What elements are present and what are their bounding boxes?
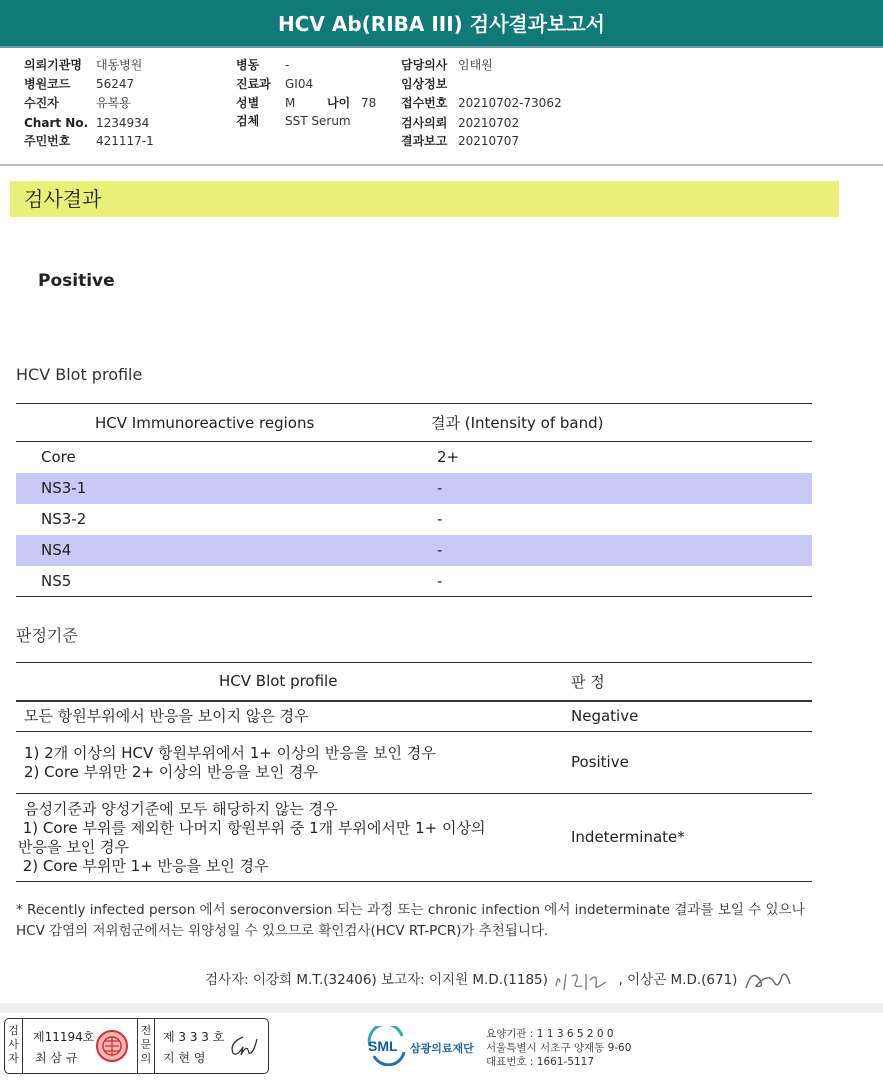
criteria-line: 모든 항원부위에서 반응을 보이지 않은 경우: [24, 706, 309, 725]
stamp-label: 검사자: [5, 1019, 23, 1073]
org-phone: 대표번호 : 1661-5117: [486, 1056, 595, 1068]
region-cell: NS3-1: [16, 473, 426, 504]
criteria-line: 2) Core 부위만 2+ 이상의 반응을 보인 경우: [24, 762, 318, 781]
info-label: 병동: [236, 58, 260, 72]
criteria-line: 음성기준과 양성기준에 모두 해당하지 않는 경우: [24, 799, 338, 818]
info-label: 의뢰기관명: [24, 58, 82, 72]
info-value: SST Serum: [285, 114, 351, 128]
report-title: HCV Ab(RIBA III) 검사결과보고서: [0, 0, 883, 48]
footer-divider: [0, 1003, 883, 1013]
info-label: 수진자: [24, 96, 59, 110]
info-value: 56247: [96, 77, 135, 91]
info-row: [236, 94, 376, 112]
result-cell: -: [426, 473, 812, 504]
region-cell: NS3-2: [41, 510, 87, 528]
info-value: 20210702-73062: [458, 96, 562, 110]
section-title: 검사결과: [10, 181, 839, 217]
table-row: [16, 473, 812, 504]
info-row: [24, 75, 134, 93]
info-label: 검사의뢰: [401, 116, 448, 130]
info-label: 결과보고: [401, 134, 448, 148]
info-value: -: [285, 58, 290, 72]
info-row: [24, 56, 142, 74]
org-code: 요양기관 : 1 1 3 6 5 2 0 0: [486, 1028, 614, 1040]
info-row: [24, 132, 154, 150]
info-value: 임태원: [458, 58, 493, 72]
info-row: [401, 114, 519, 132]
criteria-line: 1) 2개 이상의 HCV 항원부위에서 1+ 이상의 반응을 보인 경우: [24, 743, 436, 762]
info-row: [236, 112, 351, 130]
info-value: 유복용: [96, 96, 131, 110]
signers-text: 검사자: 이강희 M.T.(32406) 보고자: 이지원 M.D.(1185): [205, 972, 548, 988]
stamp-name: 지 현 영: [163, 1051, 206, 1065]
patient-info: [0, 56, 883, 164]
table-row: [16, 566, 812, 597]
license-number: 제 3 3 3 호: [163, 1030, 225, 1044]
signature-icon: [227, 1033, 261, 1059]
logo-text: SML: [368, 1038, 398, 1054]
signers-text: , 이상곤 M.D.(671): [618, 972, 738, 988]
info-label: 주민번호: [24, 134, 71, 148]
column-header: 결과 (Intensity of band): [426, 404, 812, 442]
table-row: [16, 535, 812, 566]
info-label: 병원코드: [24, 77, 71, 91]
criteria-cell: [16, 794, 571, 882]
criteria-heading: 판정기준: [16, 626, 78, 645]
info-row: [236, 75, 313, 93]
org-address: 서울특별시 서초구 양재동 9-60: [486, 1042, 632, 1054]
info-value: 20210707: [458, 134, 520, 148]
result-cell: 2+: [437, 448, 460, 467]
judgement-cell: Indeterminate*: [571, 794, 812, 882]
license-number: 제11194호: [33, 1030, 95, 1044]
info-label: Chart No.: [24, 116, 89, 130]
footnote: * Recently infected person 에서 seroconversion 되는 과정 또는 chronic infection 에서 indeterminate 결과를 보일 수 있으나 HCV 감염의 저위험군에서는 위양성일 수 있으므로 확인검사(HCV RT-PCR)가 추천됩니다.: [16, 902, 805, 939]
overall-result: Positive: [38, 271, 115, 291]
criteria-line: 2) Core 부위만 1+ 반응을 보인 경우: [18, 856, 269, 875]
table-header-row: [16, 404, 812, 442]
info-divider: [0, 164, 883, 166]
info-value: M: [285, 96, 296, 110]
region-cell: NS5: [16, 566, 426, 597]
info-label: 담당의사: [401, 58, 448, 72]
criteria-cell: [16, 732, 571, 794]
table-row: [16, 732, 812, 794]
criteria-line: 1) Core 부위를 제외한 나머지 항원부위 중 1개 부위에서만 1+ 이상의: [18, 818, 486, 837]
info-row: [401, 132, 519, 150]
table-header-row: [16, 663, 812, 701]
result-cell: -: [426, 566, 812, 597]
info-value: 1234934: [96, 116, 150, 130]
criteria-line: 반응을 보인 경우: [18, 837, 129, 856]
judgement-cell: Positive: [571, 732, 812, 794]
criteria-table: [16, 662, 812, 882]
info-value: 421117-1: [96, 134, 154, 148]
info-row: [401, 56, 493, 74]
org-address-block: [486, 1027, 631, 1069]
signers-line: [205, 966, 794, 990]
signature-icon: [552, 968, 614, 992]
region-cell: NS4: [16, 535, 426, 566]
table-row: [16, 794, 812, 882]
column-header: 판 정: [571, 663, 812, 701]
profile-heading: HCV Blot profile: [16, 365, 143, 384]
blot-profile-table: [16, 403, 812, 597]
region-cell: Core: [41, 448, 76, 467]
criteria-cell: [16, 701, 571, 732]
info-value: 20210702: [458, 116, 520, 130]
info-value: 대동병원: [96, 58, 143, 72]
result-cell: -: [437, 510, 443, 528]
info-label: 진료과: [236, 77, 271, 91]
column-header: HCV Blot profile: [16, 663, 571, 701]
stamp-label: 전문의: [137, 1019, 155, 1073]
seal-icon: [95, 1029, 129, 1063]
result-cell: -: [426, 535, 812, 566]
signature-icon: [742, 966, 794, 994]
info-row: [24, 114, 149, 132]
info-row: [236, 56, 289, 74]
info-label: 성별: [236, 96, 260, 110]
certification-box: [4, 1018, 269, 1074]
info-label: 검체: [236, 114, 260, 128]
judgement-cell: Negative: [571, 701, 812, 732]
info-label: 접수번호: [401, 96, 448, 110]
info-row: [401, 75, 458, 93]
age-label: 나이: [327, 96, 351, 110]
stamp-name: 최 삼 규: [35, 1051, 78, 1065]
age-value: 78: [361, 96, 377, 110]
org-name: 삼광의료재단: [410, 1042, 474, 1055]
info-value: GI04: [285, 77, 314, 91]
column-header: HCV Immunoreactive regions: [16, 404, 426, 442]
org-logo-icon: [366, 1026, 408, 1066]
info-row: [401, 94, 562, 112]
table-row: [16, 701, 812, 732]
info-row: [24, 94, 131, 112]
table-row: [16, 442, 812, 473]
info-label: 임상정보: [401, 77, 448, 91]
table-row: [16, 504, 812, 535]
